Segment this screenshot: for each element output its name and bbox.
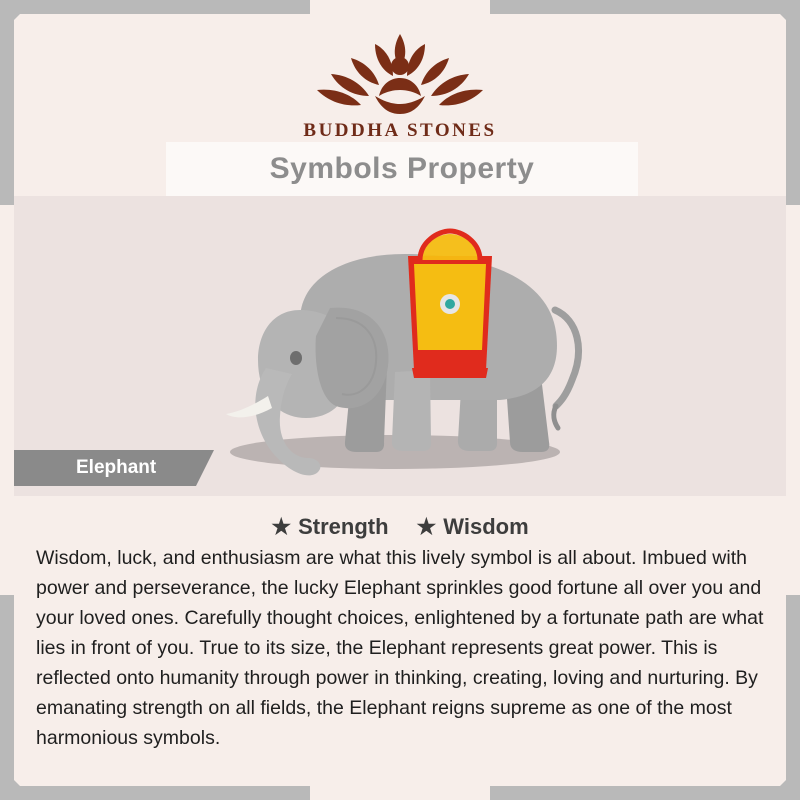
frame-top-left-bar — [0, 0, 310, 14]
page-title: Symbols Property — [269, 152, 535, 185]
star-icon: ★ — [271, 514, 292, 539]
attribute-strength — [271, 514, 388, 540]
frame-corner-notch-bottom-left — [0, 766, 34, 800]
symbol-description: Wisdom, luck, and enthusiasm are what this lively symbol is all about. Imbued with power and perseverance, the lucky Elephant sprinkles good fortune all over you and your loved ones. Carefully thought choices, enlightened by a fortunate path are what lies in front of you. True to its size, the Elephant represents great power. This is reflected onto humanity through power in thinking, creating, loving and nurturing. By emanating strength on all fields, the Elephant reigns supreme as one of the most harmonious symbols. — [36, 547, 764, 749]
frame-bottom-left-bar — [0, 786, 310, 800]
frame-corner-notch-bottom-right — [766, 766, 800, 800]
frame-top-right-bar — [490, 0, 800, 14]
frame-bottom-right-bar — [490, 786, 800, 800]
brand-name: BUDDHA STONES — [303, 120, 497, 141]
symbol-label: Elephant — [76, 457, 157, 478]
attribute-wisdom — [417, 514, 529, 540]
attribute-wisdom-label: Wisdom — [443, 514, 529, 539]
lotus-meditation-figure-logo — [305, 22, 495, 118]
symbol-label-tag — [14, 450, 196, 486]
brand-header — [0, 22, 800, 142]
attribute-strength-label: Strength — [298, 514, 389, 539]
attribute-list — [0, 514, 800, 540]
star-icon: ★ — [416, 514, 437, 539]
title-band — [166, 142, 638, 196]
